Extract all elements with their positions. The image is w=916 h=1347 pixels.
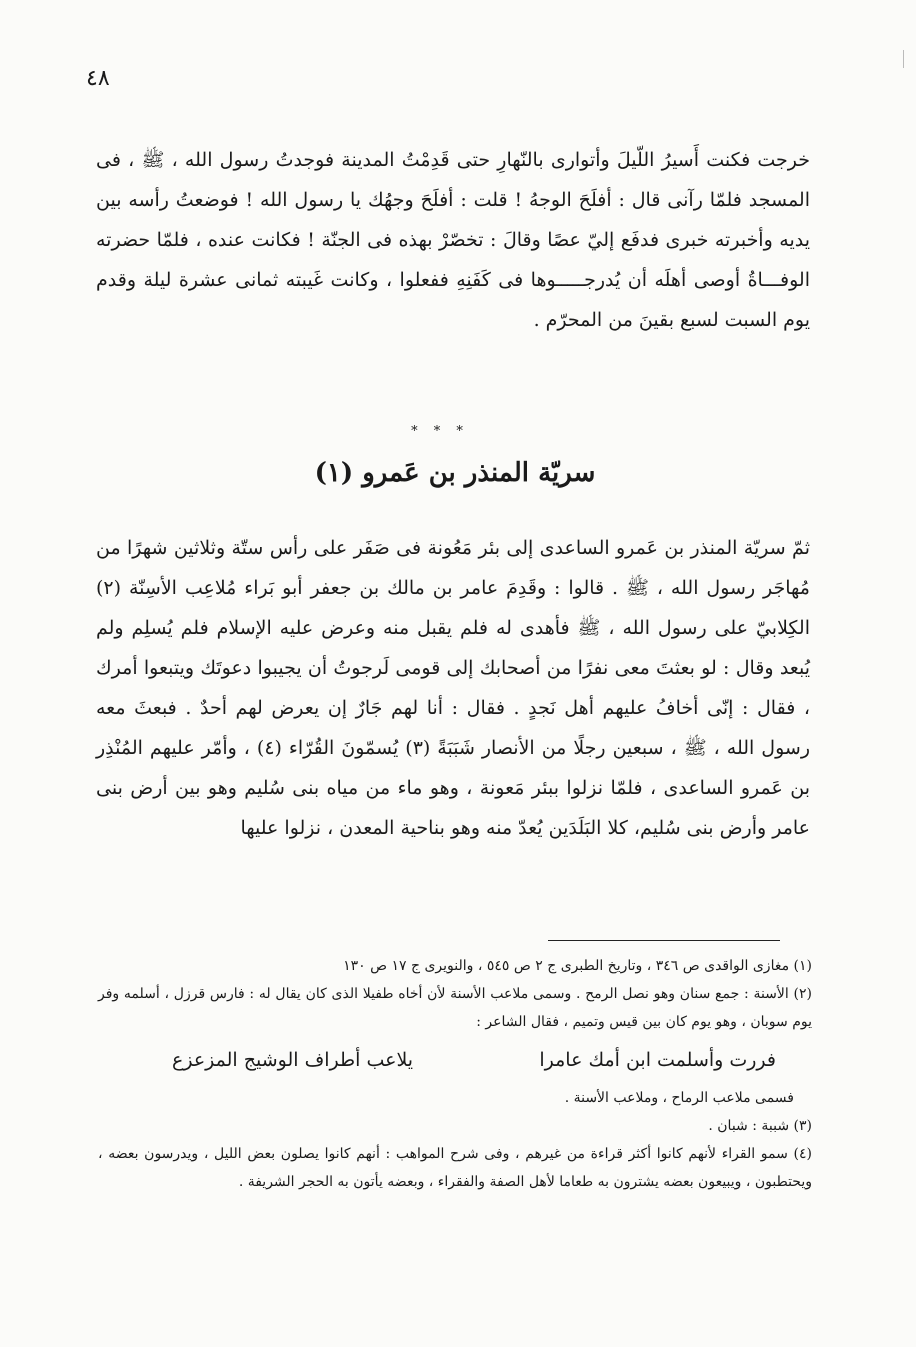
- poem-second-hemistich: يلاعب أطراف الوشيج المزعزع: [172, 1049, 414, 1071]
- section-separator: * * *: [411, 424, 469, 439]
- poem-first-hemistich: فررت وأسلمت ابن أمك عامرا: [539, 1049, 776, 1071]
- footnote-4: (٤) سمو القراء لأنهم كانوا أكثر قراءة من غيرهم ، وفى شرح المواهب : أنهم كانوا يصلون بعض الليل ، ويدرسون بعضه ، ويحتطبون ، ويبيعون بعضه يشترون به طعاما لأهل الصفة والفقراء ، وبعضه يأتون به الحجر الشريفة .: [98, 1146, 812, 1190]
- footnote-rule: [548, 940, 780, 941]
- footnote-3: (٣) شببة : شبان .: [708, 1118, 812, 1134]
- footnote-1: (١) مغازى الواقدى ص ٣٤٦ ، وتاريخ الطبرى ج ٢ ص ٥٤٥ ، والنويرى ج ١٧ ص ١٣٠: [343, 958, 812, 974]
- footnotes: [98, 952, 812, 1196]
- intro-paragraph: خرجت فكنت أَسيرُ اللّيلَ وأتوارى بالنّهارِ حتى قَدِمْتُ المدينة فوجدتُ رسول الله ، ﷺ ، فى المسجد فلمّا رآنى قال : أفلَحَ الوجهُ ! قلت : أفلَحَ وجهُك يا رسول الله ! فوضعتُ رأسه بين يديه وأخبرته خبرى فدفَع إليّ عصًا وقالَ : تخصّرْ بهذه فى الجنّة ! فكانت عنده ، فلمّا حضرته الوفـــاةُ أوصى أهلَه أن يُدرجـــــوها فى كَفَنِهِ ففعلوا ، وكانت غَيبته ثمانى عشرة ليلة وقدم يوم السبت لسبع بقينَ من المحرّم .: [96, 149, 810, 331]
- footnote-2-continuation: فسمى ملاعب الرماح ، وملاعب الأسنة .: [564, 1090, 794, 1106]
- poem-verse: [98, 1036, 812, 1084]
- page-edge-mark: [903, 50, 904, 68]
- footnote-2: (٢) الأسنة : جمع سنان وهو نصل الرمح . وسمى ملاعب الأسنة لأن أخاه طفيلا الذى كان يقال له : فارس قرزل ، أسلمه وفر يوم سوبان ، وهو يوم كان بين قيس وتميم ، فقال الشاعر :: [98, 986, 812, 1030]
- section-title: سريّة المنذر بن عَمرو (١): [314, 458, 596, 488]
- page-number: ٤٨: [86, 66, 110, 91]
- section-paragraph: ثمّ سريّة المنذر بن عَمرو الساعدى إلى بئر مَعُونة فى صَفَر على رأس ستّة وثلاثين شهرًا من مُهاجَر رسول الله ، ﷺ . قالوا : وقَدِمَ عامر بن مالك بن جعفر أبو بَراء مُلاعِب الأسِنّة (٢) الكِلابيّ على رسول الله ، ﷺ فأهدى له فلم يقبل منه وعرض عليه الإسلام فلم يُسلِم ولم يُبعد وقال : لو بعثتَ معى نفرًا من أصحابك إلى قومى لَرجوتُ أن يجيبوا دعوتَك ويتبعوا أمرك ، فقال : إنّى أخافُ عليهم أهل نَجدٍ . فقال : أنا لهم جَارٌ إن يعرض لهم أحدٌ . فبعثَ معه رسول الله ، ﷺ ، سبعين رجلًا من الأنصار شَبَبَةً (٣) يُسمّونَ القُرّاء (٤) ، وأمّر عليهم المُنْذِر بن عَمرو الساعدى ، فلمّا نزلوا ببئر مَعونة ، وهو ماء من مياه بنى سُليم وهو بين أرض بنى عامر وأرض بنى سُليم، كلا البَلَدَين يُعدّ منه وهو بناحية المعدن ، نزلوا عليها: [96, 537, 810, 839]
